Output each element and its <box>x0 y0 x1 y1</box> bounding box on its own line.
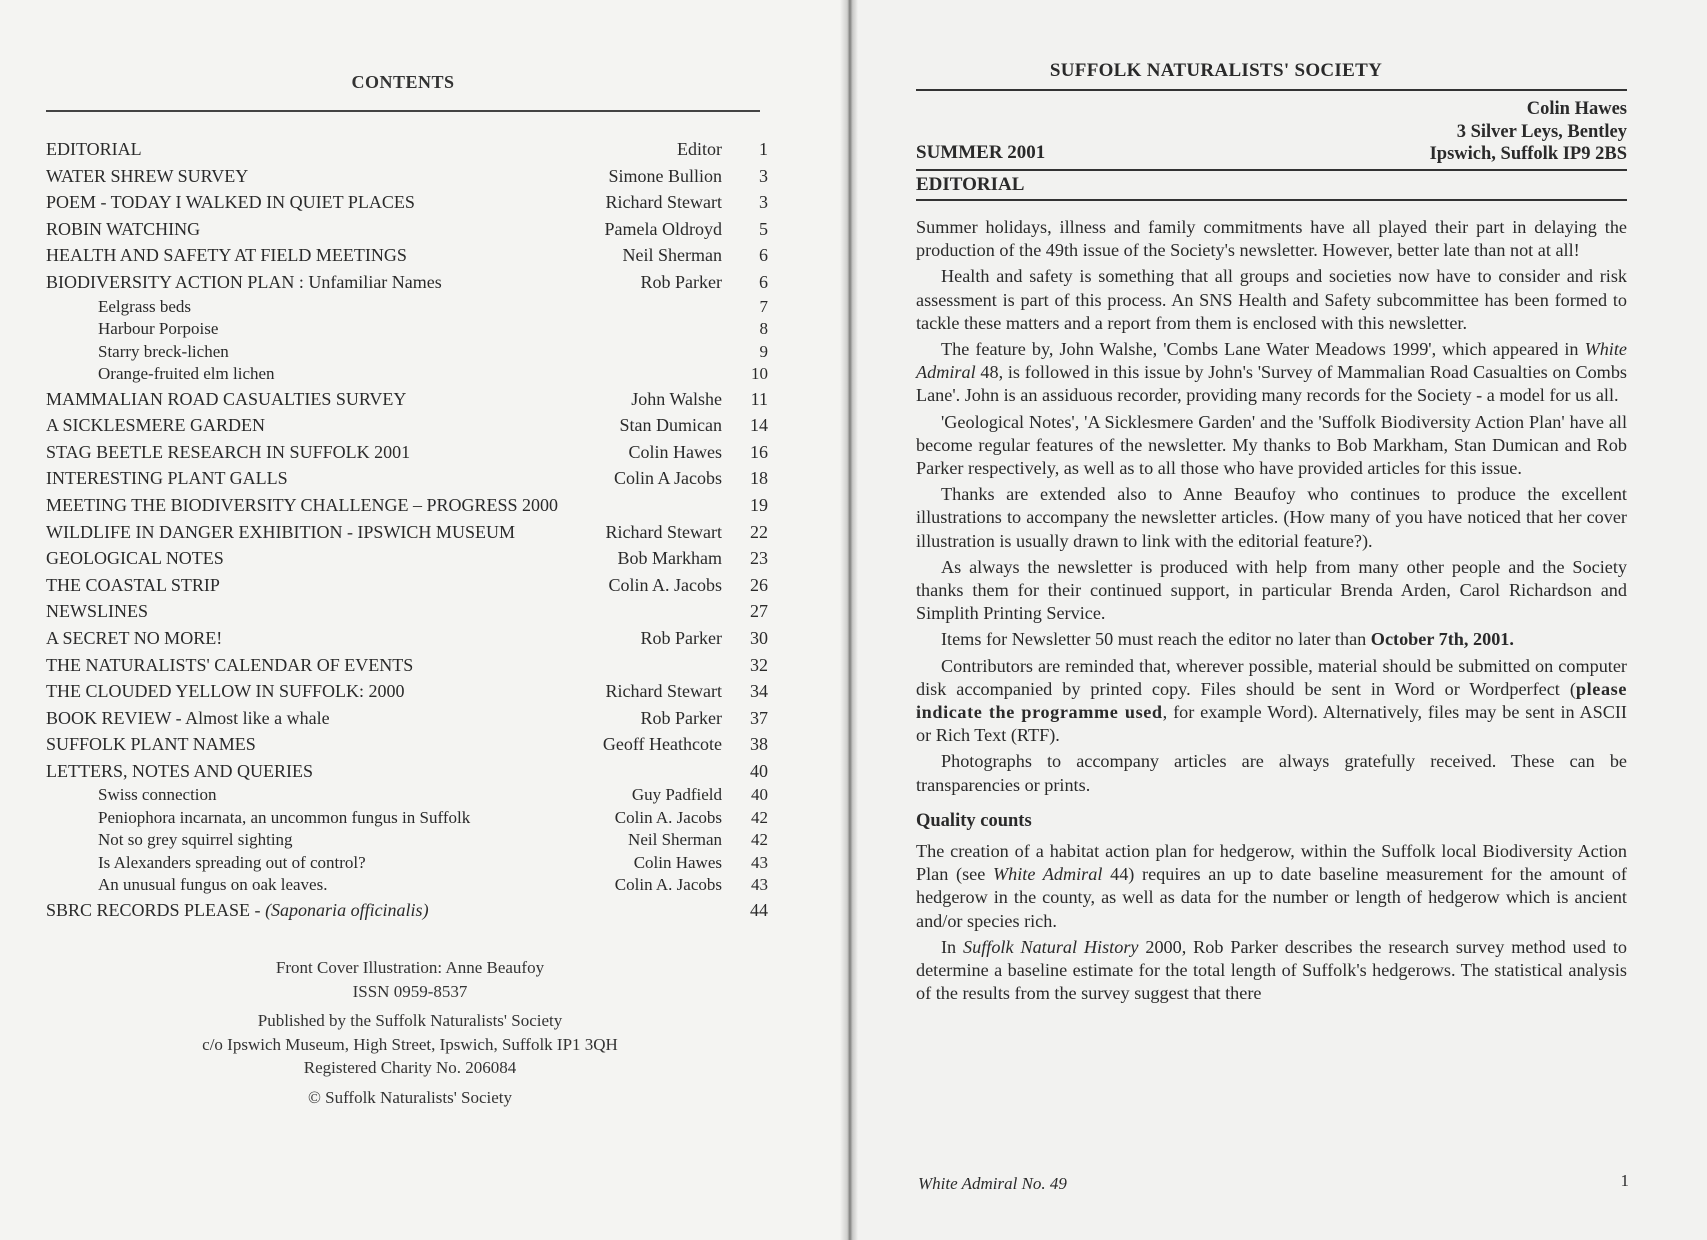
editor-street: 3 Silver Leys, Bentley <box>1456 121 1627 142</box>
toc-entry-page: 6 <box>759 245 768 266</box>
toc-entry-page: 42 <box>751 830 768 850</box>
toc-entry-title: Starry breck-lichen <box>98 341 229 361</box>
toc-entry-author: Colin A. Jacobs <box>614 807 722 827</box>
toc-entry <box>46 705 768 732</box>
publisher: Published by the Suffolk Naturalists' Society <box>257 1011 563 1030</box>
toc-entry-author: Richard Stewart <box>605 192 722 213</box>
toc-entry-title: SBRC RECORDS PLEASE - (Saponaria officinalis) <box>46 899 429 920</box>
toc-entry-page: 5 <box>759 218 768 239</box>
editor-address <box>1430 98 1627 166</box>
editor-name: Colin Hawes <box>1526 99 1627 119</box>
toc-entry <box>46 731 768 758</box>
charity-number: Registered Charity No. 206084 <box>303 1058 517 1077</box>
toc-entry <box>46 363 768 386</box>
editorial-page <box>858 0 1707 1240</box>
toc-entry-title: A SECRET NO MORE! <box>46 627 223 648</box>
toc-entry <box>46 242 768 269</box>
page-gutter <box>840 0 858 1240</box>
contents-heading: CONTENTS <box>351 72 455 92</box>
toc-entry-title: POEM - TODAY I WALKED IN QUIET PLACES <box>46 192 415 213</box>
toc-entry-page: 40 <box>751 785 768 805</box>
toc-entry-page: 26 <box>750 574 768 595</box>
toc-entry-page: 42 <box>751 807 768 827</box>
toc-entry-title: GEOLOGICAL NOTES <box>46 548 224 569</box>
toc-entry-title: WILDLIFE IN DANGER EXHIBITION - IPSWICH MUSEUM <box>46 521 515 542</box>
page-number: 1 <box>1620 1171 1629 1190</box>
toc-entry <box>46 829 768 852</box>
toc-entry <box>46 216 768 243</box>
toc-entry <box>46 189 768 216</box>
toc-entry-page: 37 <box>750 707 768 728</box>
toc-entry-author: Richard Stewart <box>605 521 722 542</box>
toc-entry-title: BOOK REVIEW - Almost like a whale <box>46 707 330 728</box>
toc-entry-title: THE NATURALISTS' CALENDAR OF EVENTS <box>46 654 414 675</box>
toc-entry-title: Is Alexanders spreading out of control? <box>98 852 366 872</box>
editor-town: Ipswich, Suffolk IP9 2BS <box>1429 144 1627 164</box>
toc-entry-page: 10 <box>751 364 768 384</box>
toc-entry-page: 11 <box>750 388 768 409</box>
toc-entry-author: Colin Hawes <box>628 441 722 462</box>
paragraph: The creation of a habitat action plan for hedgerow, within the Suffolk local Biodiversity Action Plan (see White Admiral 44) requires an up to date baseline measurement for the amount of hedgerow in the county, as well as data for the number or length of hedgerow which is ancient and/or species rich. <box>916 841 1627 931</box>
toc-entry-title: A SICKLESMERE GARDEN <box>46 415 266 436</box>
toc-entry-title: HEALTH AND SAFETY AT FIELD MEETINGS <box>46 245 407 266</box>
toc-entry-page: 18 <box>750 468 768 489</box>
paragraph: Health and safety is something that all groups and societies now have to consider and risk assessment is part of this process. An SNS Health and Safety subcommittee has been formed to tackle these matters and a report from them is enclosed with this newsletter. <box>916 266 1627 333</box>
toc-entry <box>46 652 768 679</box>
society-name: SUFFOLK NATURALISTS' SOCIETY <box>1049 60 1383 81</box>
toc-entry-author: Stan Dumican <box>619 415 722 436</box>
toc-entry-author: Rob Parker <box>640 627 722 648</box>
toc-entry <box>46 807 768 830</box>
toc-entry-title: STAG BEETLE RESEARCH IN SUFFOLK 2001 <box>46 441 411 462</box>
toc-entry-author: Richard Stewart <box>605 681 722 702</box>
toc-entry-title: MAMMALIAN ROAD CASUALTIES SURVEY <box>46 388 407 409</box>
toc-entry <box>46 897 768 924</box>
toc-entry-title: LETTERS, NOTES AND QUERIES <box>46 760 313 781</box>
toc-entry-page: 6 <box>759 271 768 292</box>
toc-entry-page: 44 <box>750 899 768 920</box>
toc-entry-page: 19 <box>750 494 768 515</box>
toc-entry <box>46 598 768 625</box>
toc-entry-author: Neil Sherman <box>628 830 722 850</box>
toc-entry-title: Orange-fruited elm lichen <box>98 364 275 384</box>
toc-entry-title: An unusual fungus on oak leaves. <box>98 875 328 895</box>
toc-entry-page: 22 <box>750 521 768 542</box>
toc-entry-page: 38 <box>750 734 768 755</box>
toc-entry-title: ROBIN WATCHING <box>46 218 201 239</box>
toc-entry-author: Guy Padfield <box>631 785 722 805</box>
contents-divider <box>46 110 760 112</box>
toc-entry-title: THE CLOUDED YELLOW IN SUFFOLK: 2000 <box>46 681 405 702</box>
toc-entry-page: 30 <box>750 627 768 648</box>
header-rule-top <box>916 89 1627 91</box>
publisher-address: c/o Ipswich Museum, High Street, Ipswich, Suffolk IP1 3QH <box>202 1034 618 1054</box>
toc-entry-page: 43 <box>751 852 768 872</box>
paragraph: Thanks are extended also to Anne Beaufoy who continues to produce the excellent illustrations to accompany the newsletter articles. (How many of you have noticed that her cover illustration is usually drawn to link with the editorial feature?). <box>916 484 1627 551</box>
toc-entry-page: 7 <box>759 296 768 316</box>
toc-entry <box>46 163 768 190</box>
toc-entry-author: Neil Sherman <box>622 245 722 266</box>
toc-entry-author: Rob Parker <box>640 271 722 292</box>
toc-entry <box>46 136 768 163</box>
issue-season: SUMMER 2001 <box>916 142 1046 163</box>
toc-entry <box>46 572 768 599</box>
toc-entry-author: Colin A. Jacobs <box>608 574 722 595</box>
toc-entry-page: 3 <box>759 165 768 186</box>
editorial-heading: EDITORIAL <box>916 174 1025 195</box>
toc-entry-title: BIODIVERSITY ACTION PLAN : Unfamiliar Names <box>46 271 442 292</box>
toc-entry-page: 40 <box>750 760 768 781</box>
toc-entry-title: Swiss connection <box>98 785 217 805</box>
toc-entry-title: Eelgrass beds <box>98 296 192 316</box>
toc-entry-page: 43 <box>751 875 768 895</box>
toc-entry-page: 3 <box>759 192 768 213</box>
toc-entry <box>46 852 768 875</box>
toc-entry <box>46 545 768 572</box>
paragraph: Photographs to accompany articles are always gratefully received. These can be transparencies or prints. <box>916 751 1627 795</box>
toc-entry-page: 9 <box>759 341 768 361</box>
toc-entry-page: 23 <box>750 548 768 569</box>
toc-entry-title: THE COASTAL STRIP <box>46 574 220 595</box>
toc-entry <box>46 296 768 319</box>
toc-entry-author: Geoff Heathcote <box>602 734 722 755</box>
toc-entry <box>46 758 768 785</box>
toc-entry <box>46 439 768 466</box>
toc-entry-title: MEETING THE BIODIVERSITY CHALLENGE – PROGRESS 2000 <box>46 494 558 515</box>
toc-entry-author: Bob Markham <box>617 548 722 569</box>
toc-entry-title: INTERESTING PLANT GALLS <box>46 468 288 489</box>
toc-entry <box>46 412 768 439</box>
toc-entry <box>46 678 768 705</box>
paragraph: In Suffolk Natural History 2000, Rob Parker describes the research survey method used to determine a baseline estimate for the total length of Suffolk's hedgerows. The statistical analysis of the results from the survey suggest that there <box>916 936 1628 1004</box>
toc-entry-page: 27 <box>750 601 768 622</box>
toc-entry-page: 16 <box>750 441 768 462</box>
header-rule-bottom <box>916 199 1627 201</box>
toc-entry-author: Colin Hawes <box>633 852 722 872</box>
toc-entry <box>46 625 768 652</box>
paragraph: The feature by, John Walshe, 'Combs Lane Water Meadows 1999', which appeared in White Admiral 48, is followed in this issue by John's 'Survey of Mammalian Road Casualties on Combs Lane'. John is an assiduous recorder, providing many records for the Society - a model for us all. <box>916 339 1627 406</box>
toc-entry <box>46 874 768 897</box>
section-subheading: Quality counts <box>916 810 1032 831</box>
toc-entry <box>46 784 768 807</box>
toc-entry-author: Editor <box>677 139 722 159</box>
toc-entry-author: Colin A. Jacobs <box>614 875 722 895</box>
issn: ISSN 0959-8537 <box>352 981 468 1001</box>
editorial-body <box>916 216 1627 1009</box>
copyright: © Suffolk Naturalists' Society <box>307 1087 513 1107</box>
toc-entry <box>46 492 768 519</box>
toc-entry <box>46 386 768 413</box>
contents-page <box>0 0 848 1240</box>
toc-entry-title: SUFFOLK PLANT NAMES <box>46 734 256 755</box>
toc-entry <box>46 465 768 492</box>
toc-entry-author: Rob Parker <box>640 707 722 728</box>
toc-entry <box>46 318 768 341</box>
toc-entry-page: 14 <box>750 415 768 436</box>
paragraph: Items for Newsletter 50 must reach the editor no later than October 7th, 2001. <box>941 629 1514 650</box>
toc-entry-author: Pamela Oldroyd <box>604 218 722 239</box>
toc-entry-title: NEWSLINES <box>46 601 148 622</box>
toc-entry-author: John Walshe <box>631 388 722 409</box>
toc-entry-author: Simone Bullion <box>608 165 722 186</box>
paragraph: 'Geological Notes', 'A Sicklesmere Garden' and the 'Suffolk Biodiversity Action Plan' have all become regular features of the newsletter. My thanks to Bob Markham, Stan Dumican and Rob Parker respectively, as well as to all those who have provided articles for this issue. <box>916 411 1627 479</box>
footer-publication: White Admiral No. 49 <box>918 1174 1067 1193</box>
cover-credit: Front Cover Illustration: Anne Beaufoy <box>275 958 545 977</box>
header-rule-middle <box>916 169 1627 171</box>
toc-entry <box>46 519 768 546</box>
toc-entry <box>46 269 768 296</box>
paragraph: Summer holidays, illness and family commitments have all played their part in delaying the production of the 49th issue of the Society's newsletter. However, better late than not at all! <box>916 217 1627 261</box>
toc-entry-title: EDITORIAL <box>46 139 142 159</box>
table-of-contents <box>46 136 768 924</box>
paragraph: Contributors are reminded that, wherever possible, material should be submitted on computer disk accompanied by printed copy. Files should be sent in Word or Wordperfect (please indicate the programme used, for example Word). Alternatively, files may be sent in ASCII or Rich Text (RTF). <box>916 655 1627 746</box>
toc-entry-title: WATER SHREW SURVEY <box>46 165 249 186</box>
toc-entry-title: Peniophora incarnata, an uncommon fungus in Suffolk <box>98 807 471 827</box>
toc-entry-title: Harbour Porpoise <box>98 319 219 339</box>
colophon <box>100 956 720 1109</box>
paragraph: As always the newsletter is produced with help from many other people and the Society thanks them for their continued support, in particular Brenda Arden, Carol Richardson and Simplith Printing Service. <box>916 556 1627 624</box>
toc-entry-title: Not so grey squirrel sighting <box>98 830 293 850</box>
toc-entry-page: 1 <box>759 139 768 159</box>
toc-entry-page: 8 <box>759 319 768 339</box>
toc-entry-page: 32 <box>750 654 768 675</box>
toc-entry <box>46 341 768 364</box>
toc-entry-author: Colin A Jacobs <box>613 468 722 489</box>
toc-entry-page: 34 <box>750 681 768 702</box>
